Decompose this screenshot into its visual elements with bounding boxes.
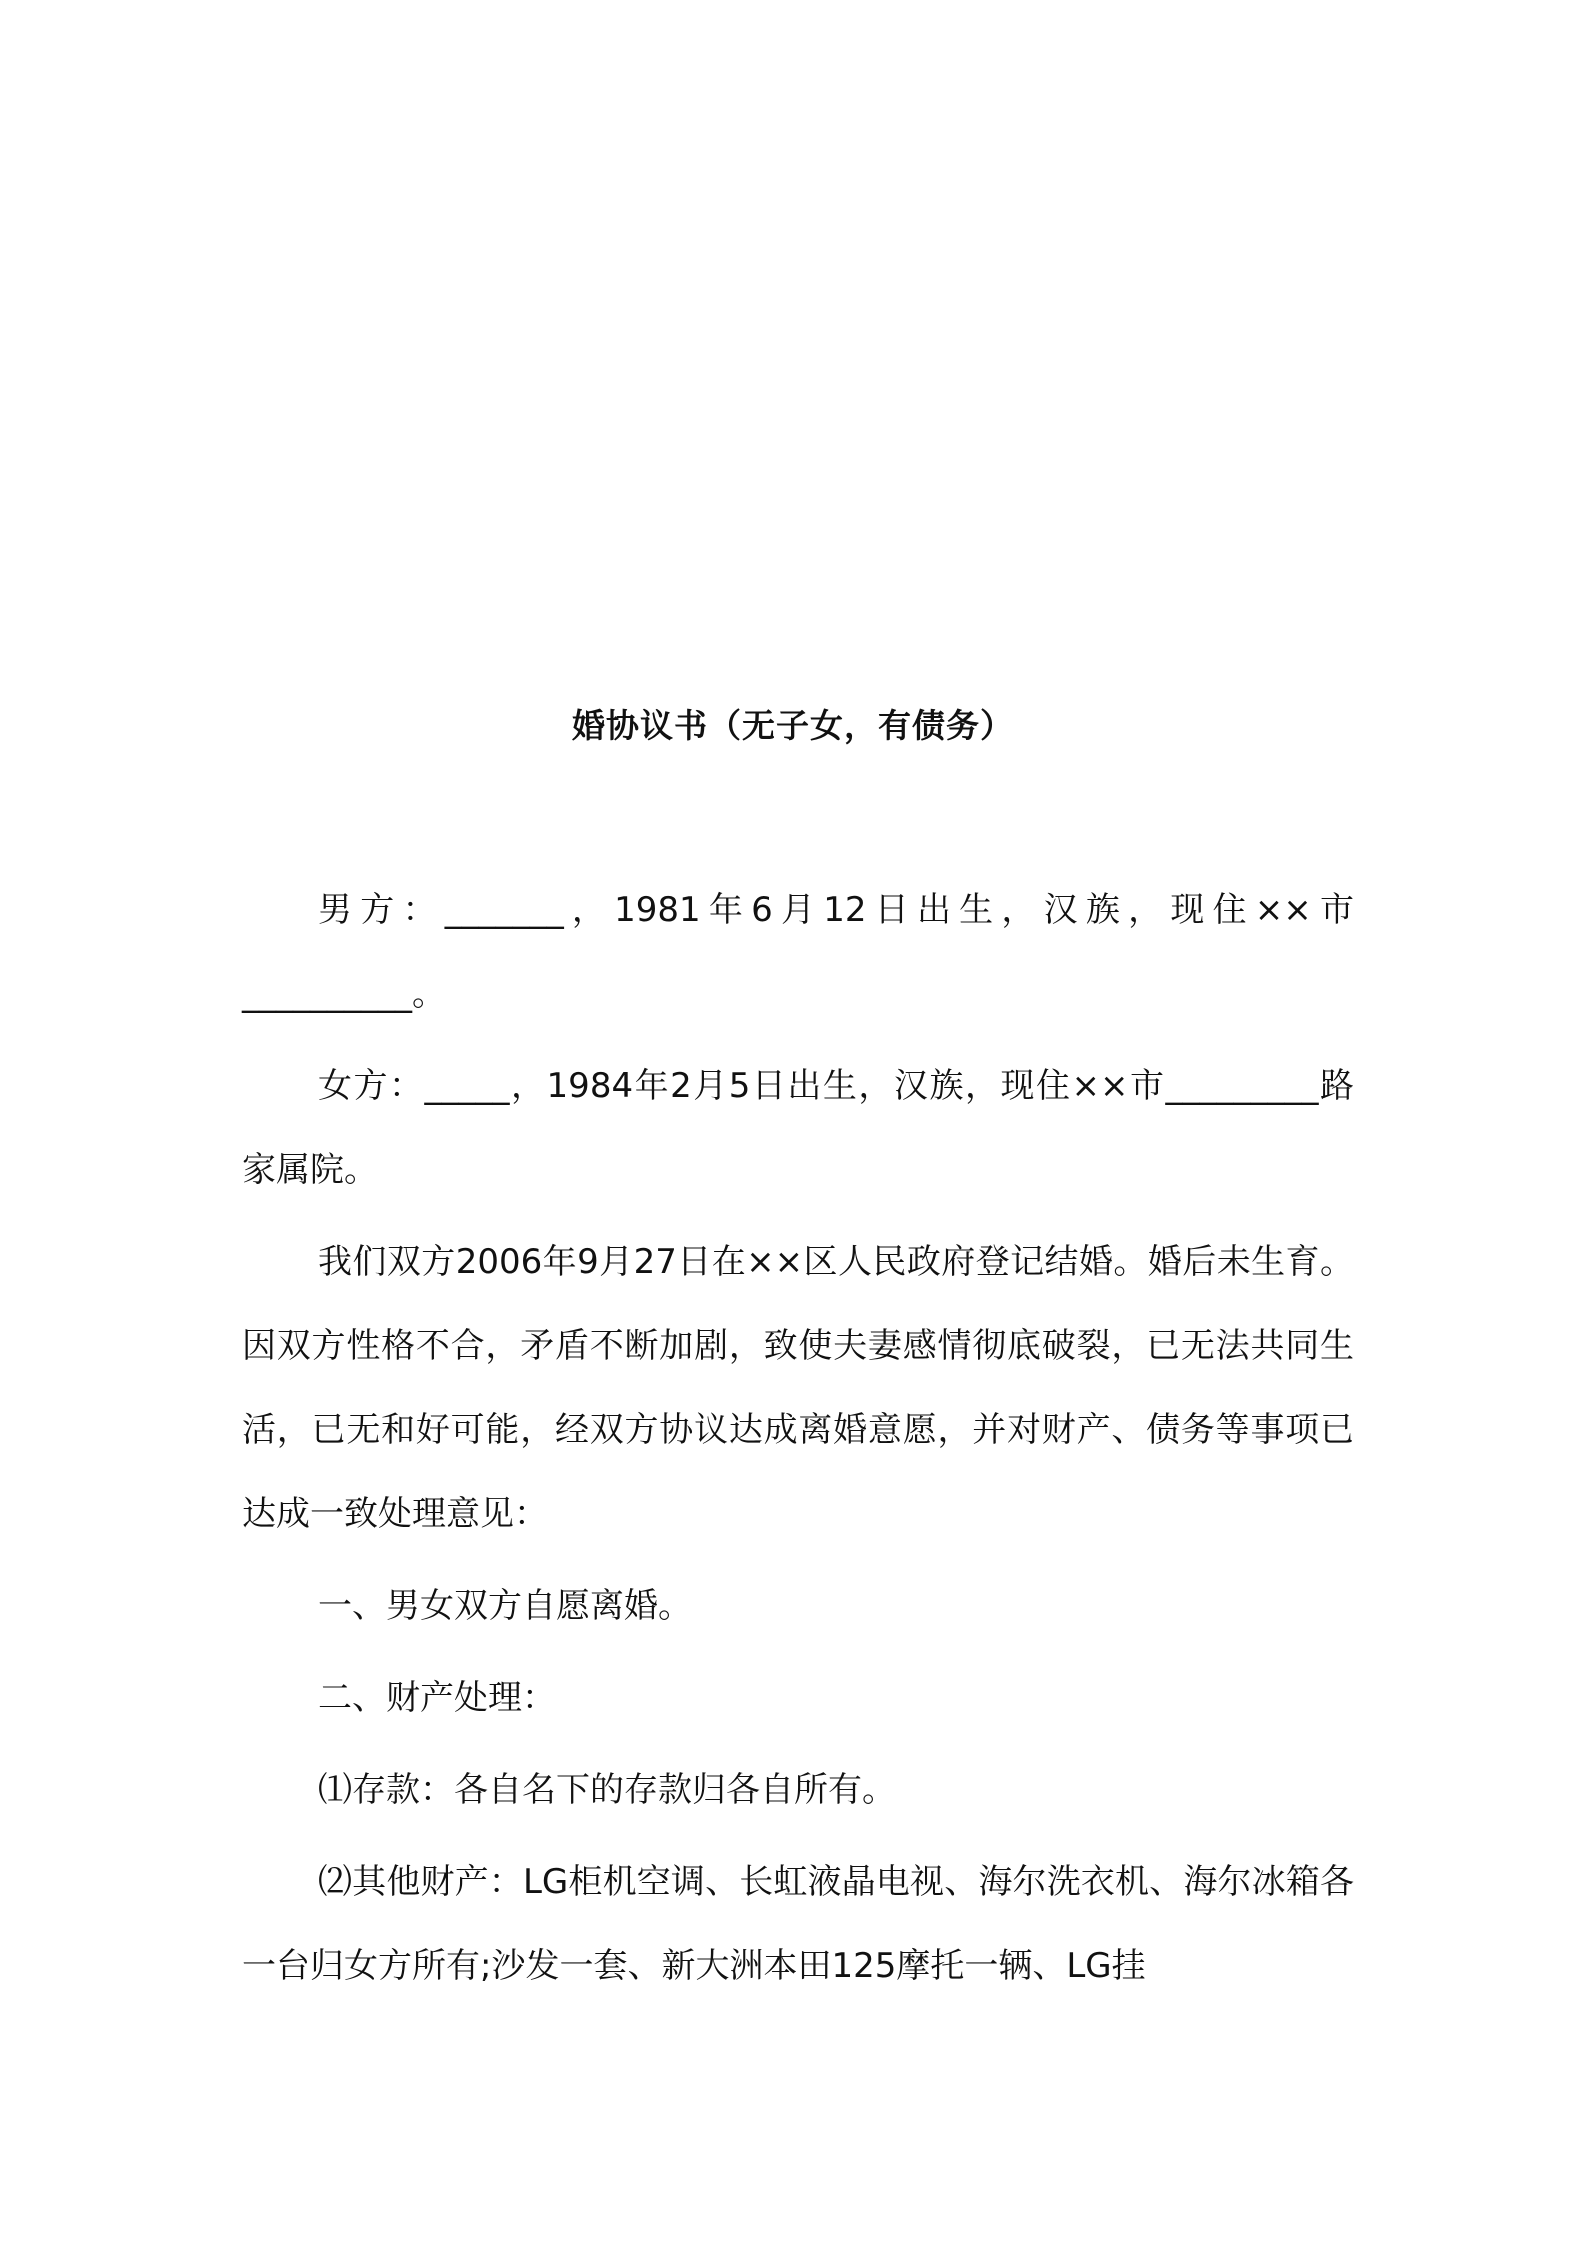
- document-body: [242, 868, 1354, 2016]
- paragraph-background: 我们双方2006年9月27日在××区人民政府登记结婚。婚后未生育。因双方性格不合，矛盾不断加剧，致使夫妻感情彻底破裂，已无法共同生活，已无和好可能，经双方协议达成离婚意愿，并对财产、债务等事项已达成一致处理意见：: [242, 1242, 1354, 1534]
- paragraph-male-party: 男方：_______，1981年6月12日出生，汉族，现住××市__________。: [242, 890, 1354, 1014]
- clause-2-1-deposits: ⑴存款：各自名下的存款归各自所有。: [318, 1770, 896, 1810]
- clause-2-property-heading: 二、财产处理：: [318, 1678, 556, 1718]
- clause-1-divorce: 一、男女双方自愿离婚。: [318, 1586, 692, 1626]
- paragraph-female-party: 女方：_____，1984年2月5日出生，汉族，现住××市_________路家属院。: [242, 1066, 1354, 1190]
- clause-2-2-other-property: ⑵其他财产：LG柜机空调、长虹液晶电视、海尔洗衣机、海尔冰箱各一台归女方所有;沙发一套、新大洲本田125摩托一辆、LG挂: [242, 1862, 1354, 1986]
- document-title: 婚协议书（无子女，有债务）: [572, 706, 1014, 745]
